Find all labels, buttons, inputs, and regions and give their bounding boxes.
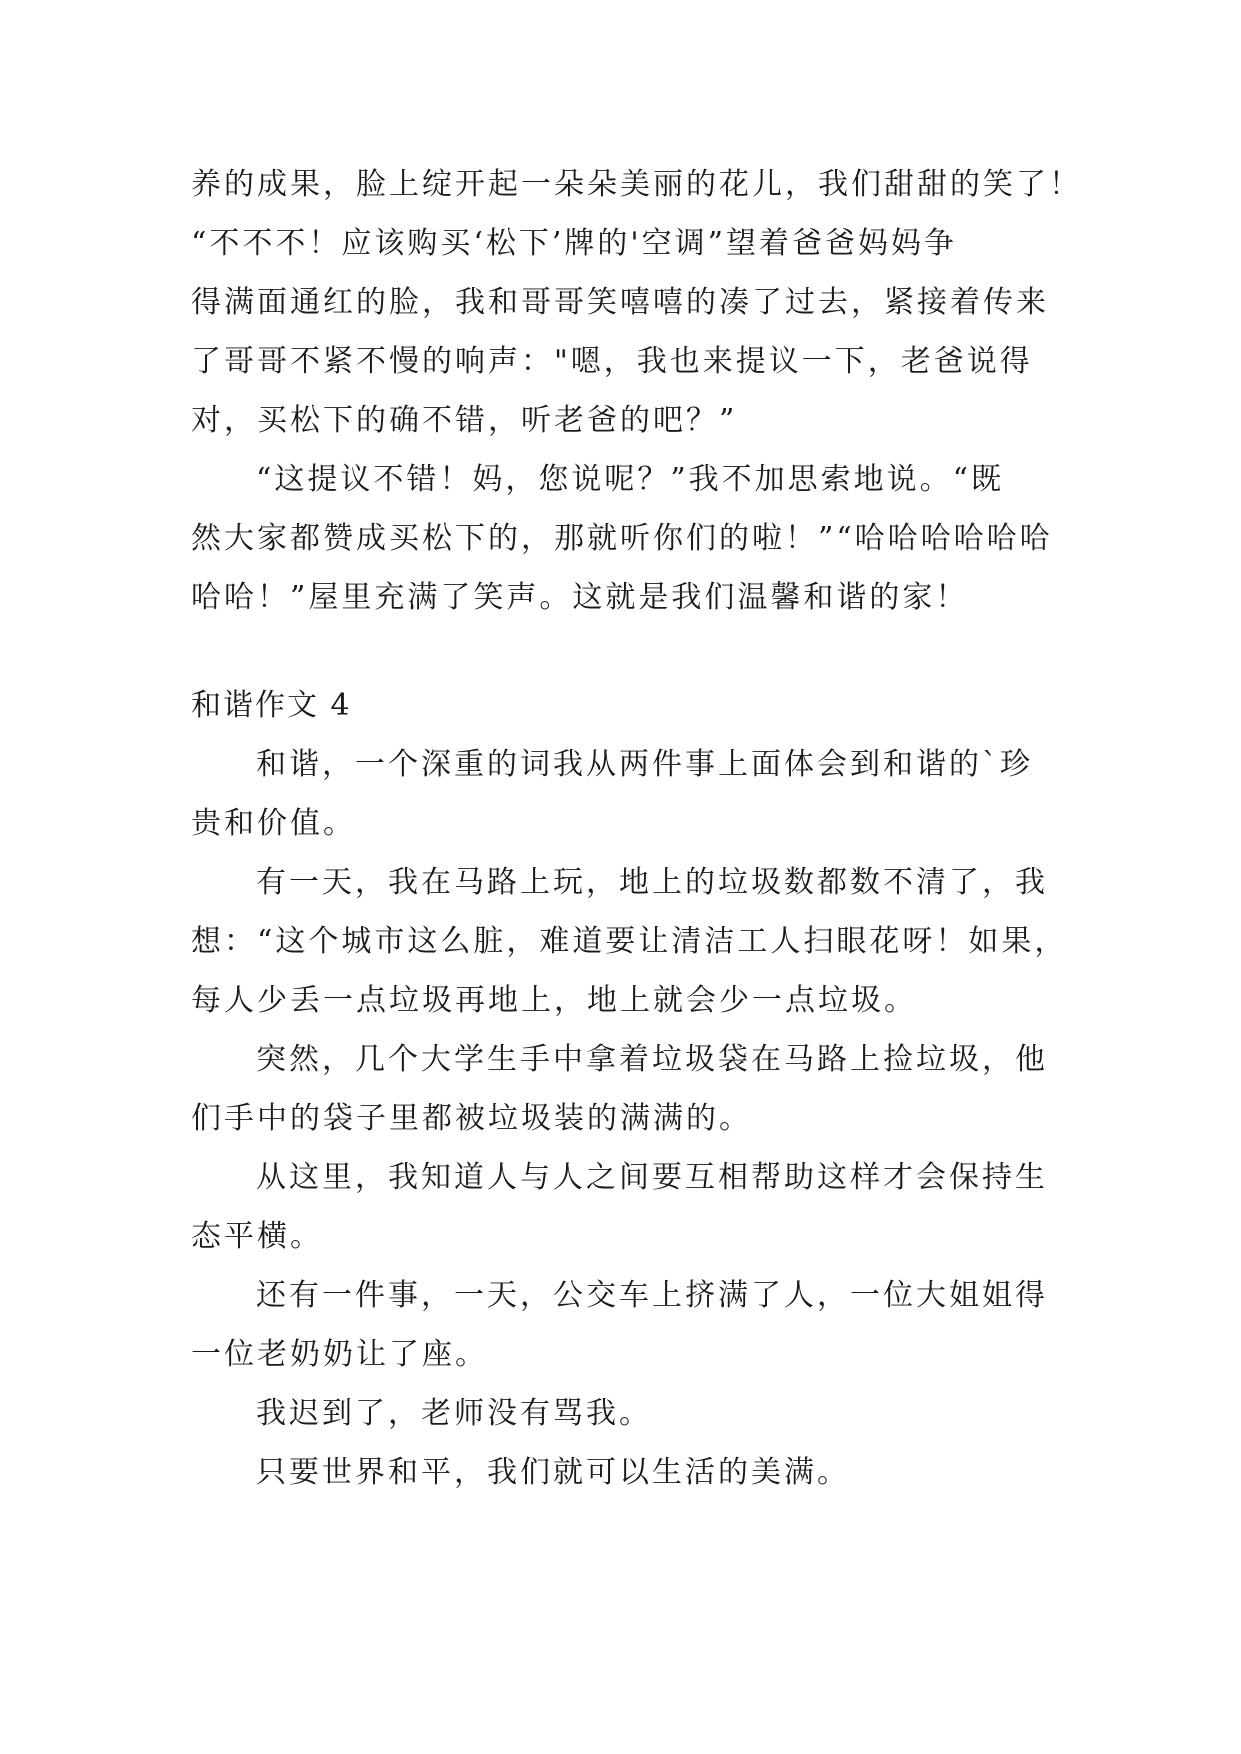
paragraph-line: 一位老奶奶让了座。	[191, 1337, 488, 1372]
paragraph-line: 我迟到了，老师没有骂我。	[256, 1396, 652, 1431]
paragraph-line: 突然，几个大学生手中拿着垃圾袋在马路上捡垃圾，他	[256, 1042, 1048, 1077]
paragraph-line: 态平横。	[191, 1219, 323, 1254]
paragraph-line: 只要世界和平，我们就可以生活的美满。	[256, 1455, 850, 1490]
paragraph-line: 有一天，我在马路上玩，地上的垃圾数都数不清了，我	[256, 865, 1048, 900]
paragraph-line: 得满面通红的脸，我和哥哥笑嘻嘻的凑了过去，紧接着传来	[191, 285, 1049, 320]
essay-heading: 和谐作文 4	[191, 688, 352, 723]
essay-4	[191, 676, 1068, 1502]
paragraph-line: 养的成果，脸上绽开起一朵朵美丽的花儿，我们甜甜的笑了！	[191, 167, 1082, 202]
paragraph-line: “不不不！应该购买‘松下’牌的'空调”望着爸爸妈妈争	[191, 226, 957, 261]
paragraph-line: 贵和价值。	[191, 806, 356, 841]
paragraph-line: “这提议不错！妈，您说呢？”我不加思索地说。“既	[256, 462, 1005, 497]
paragraph-line: 从这里，我知道人与人之间要互相帮助这样才会保持生	[256, 1160, 1048, 1195]
paragraph-line: 和谐，一个深重的词我从两件事上面体会到和谐的`珍	[256, 747, 1033, 782]
paragraph-line: 每人少丢一点垃圾再地上，地上就会少一点垃圾。	[191, 983, 917, 1018]
paragraph-line: 想：“这个城市这么脏，难道要让清洁工人扫眼花呀！如果，	[191, 924, 1068, 959]
paragraph-line: 们手中的袋子里都被垃圾装的满满的。	[191, 1101, 752, 1136]
essay-3-continuation	[191, 155, 1082, 627]
paragraph-line: 然大家都赞成买松下的，那就听你们的啦！”“哈哈哈哈哈哈	[191, 521, 1053, 556]
paragraph-line: 对，买松下的确不错，听老爸的吧？”	[191, 403, 738, 438]
paragraph-line: 了哥哥不紧不慢的响声："嗯，我也来提议一下，老爸说得	[191, 344, 1033, 379]
paragraph-line: 哈哈！”屋里充满了笑声。这就是我们温馨和谐的家！	[191, 580, 969, 615]
paragraph-line: 还有一件事，一天，公交车上挤满了人，一位大姐姐得	[256, 1278, 1048, 1313]
